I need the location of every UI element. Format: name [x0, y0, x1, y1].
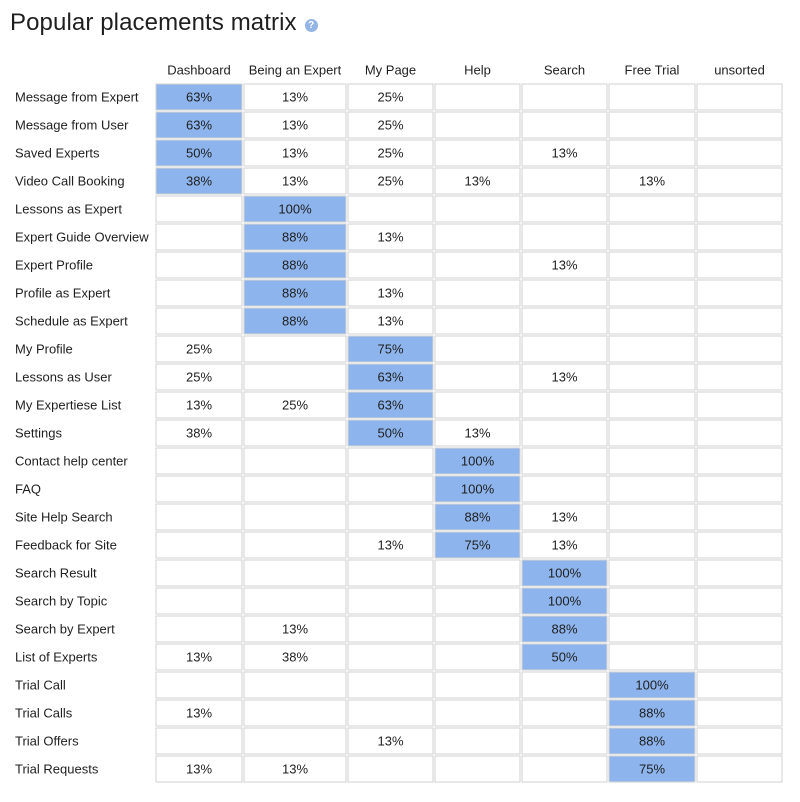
matrix-cell[interactable]	[697, 112, 782, 138]
matrix-cell[interactable]	[348, 672, 433, 698]
cell-value: 13%	[185, 649, 213, 665]
matrix-cell[interactable]	[609, 84, 695, 110]
row-label: My Profile	[15, 341, 73, 357]
matrix-cell[interactable]	[156, 280, 242, 306]
matrix-cell[interactable]	[697, 224, 782, 250]
matrix-cell[interactable]	[697, 560, 782, 586]
cell-value: 13%	[464, 173, 491, 189]
matrix-cell[interactable]	[348, 700, 433, 726]
matrix-cell[interactable]	[348, 756, 433, 782]
matrix-cell[interactable]	[435, 728, 520, 754]
matrix-cell[interactable]	[609, 532, 695, 558]
matrix-cell[interactable]	[435, 112, 520, 138]
matrix-cell[interactable]	[609, 224, 695, 250]
matrix-cell[interactable]	[244, 560, 346, 586]
matrix-cell[interactable]	[348, 560, 433, 586]
cell-value: 13%	[185, 397, 213, 413]
cell-value: 25%	[377, 145, 404, 161]
matrix-cell[interactable]	[522, 336, 607, 362]
cell-value: 63%	[377, 397, 404, 413]
cell-value: 13%	[551, 509, 578, 525]
matrix-cell[interactable]	[348, 252, 433, 278]
matrix-cell[interactable]	[244, 336, 346, 362]
matrix-cell[interactable]	[609, 420, 695, 446]
matrix-cell[interactable]	[697, 532, 782, 558]
row-label: Expert Guide Overview	[15, 229, 149, 245]
matrix-cell[interactable]	[522, 280, 607, 306]
matrix-cell[interactable]	[156, 616, 242, 642]
cell-value: 88%	[638, 733, 666, 749]
matrix-cell[interactable]	[435, 756, 520, 782]
matrix-cell[interactable]	[522, 448, 607, 474]
cell-value: 100%	[547, 565, 582, 581]
cell-value: 63%	[185, 89, 213, 105]
row-label: Expert Profile	[15, 257, 94, 273]
page-title: Popular placements matrix	[10, 9, 297, 36]
matrix-cell[interactable]	[244, 728, 346, 754]
matrix-cell[interactable]	[156, 560, 242, 586]
row-label: Message from Expert	[15, 89, 139, 105]
matrix-cell[interactable]	[156, 448, 242, 474]
matrix-cell[interactable]	[244, 476, 346, 502]
matrix-cell[interactable]	[435, 280, 520, 306]
matrix-cell[interactable]	[697, 588, 782, 614]
matrix-cell[interactable]	[522, 112, 607, 138]
matrix-cell[interactable]	[697, 280, 782, 306]
cell-value: 13%	[377, 537, 404, 553]
matrix-cell[interactable]	[609, 140, 695, 166]
matrix-cell[interactable]	[697, 728, 782, 754]
matrix-cell[interactable]	[697, 448, 782, 474]
matrix-cell[interactable]	[697, 196, 782, 222]
matrix-cell[interactable]	[156, 224, 242, 250]
matrix-cell[interactable]	[156, 308, 242, 334]
cell-value: 13%	[281, 761, 309, 777]
column-header: My Page	[364, 62, 417, 78]
cell-value: 75%	[464, 537, 491, 553]
matrix-cell[interactable]	[435, 140, 520, 166]
matrix-cell[interactable]	[697, 252, 782, 278]
matrix-cell[interactable]	[156, 588, 242, 614]
cell-value: 25%	[281, 397, 309, 413]
row-label: Trial Call	[15, 677, 66, 693]
cell-value: 13%	[185, 761, 213, 777]
column-header: Free Trial	[624, 62, 680, 78]
row-label: FAQ	[15, 481, 42, 497]
matrix-cell[interactable]	[435, 336, 520, 362]
cell-value: 13%	[464, 425, 491, 441]
row-label: Search by Expert	[15, 621, 115, 637]
matrix-cell[interactable]	[697, 168, 782, 194]
matrix-cell[interactable]	[435, 560, 520, 586]
row-label: Contact help center	[15, 453, 128, 469]
cell-value: 13%	[281, 145, 309, 161]
matrix-cell[interactable]	[244, 504, 346, 530]
matrix-cell[interactable]	[522, 196, 607, 222]
question-circle-icon[interactable]: ?	[305, 19, 318, 32]
matrix-cell[interactable]	[348, 644, 433, 670]
cell-value: 88%	[281, 285, 309, 301]
cell-value: 13%	[551, 257, 578, 273]
cell-value: 13%	[185, 705, 213, 721]
cell-value: 63%	[377, 369, 404, 385]
cell-value: 13%	[377, 285, 404, 301]
matrix-cell[interactable]	[435, 364, 520, 390]
row-label: Lessons as User	[15, 369, 112, 385]
row-label: My Expertiese List	[15, 397, 122, 413]
matrix-cell[interactable]	[156, 532, 242, 558]
matrix-cell[interactable]	[435, 84, 520, 110]
cell-value: 100%	[635, 677, 669, 693]
matrix-cell[interactable]	[522, 84, 607, 110]
matrix-cell[interactable]	[609, 476, 695, 502]
cell-value: 13%	[638, 173, 666, 189]
matrix-cell[interactable]	[348, 616, 433, 642]
matrix-cell[interactable]	[435, 616, 520, 642]
matrix-cell[interactable]	[522, 420, 607, 446]
cell-value: 100%	[460, 481, 495, 497]
matrix-cell[interactable]	[522, 224, 607, 250]
cell-value: 13%	[281, 89, 309, 105]
matrix-cell[interactable]	[697, 672, 782, 698]
matrix-cell[interactable]	[697, 644, 782, 670]
matrix-cell[interactable]	[156, 672, 242, 698]
row-label: Lessons as Expert	[15, 201, 122, 217]
matrix-cell[interactable]	[609, 448, 695, 474]
matrix-cell[interactable]	[609, 252, 695, 278]
cell-value: 13%	[377, 733, 404, 749]
row-label: Saved Experts	[15, 145, 100, 161]
row-label: List of Experts	[15, 649, 98, 665]
cell-value: 88%	[464, 509, 491, 525]
matrix-cell[interactable]	[156, 476, 242, 502]
row-label: Message from User	[15, 117, 129, 133]
matrix-cell[interactable]	[435, 588, 520, 614]
row-label: Search Result	[15, 565, 97, 581]
column-header: Search	[543, 62, 586, 78]
matrix-cell[interactable]	[697, 140, 782, 166]
cell-value: 50%	[551, 649, 578, 665]
cell-value: 50%	[377, 425, 404, 441]
cell-value: 25%	[185, 341, 213, 357]
matrix-cell[interactable]	[697, 308, 782, 334]
cell-value: 88%	[638, 705, 666, 721]
matrix-cell[interactable]	[697, 476, 782, 502]
matrix-cell[interactable]	[156, 504, 242, 530]
cell-value: 88%	[551, 621, 578, 637]
cell-value: 100%	[547, 593, 582, 609]
cell-value: 88%	[281, 257, 309, 273]
cell-value: 13%	[377, 313, 404, 329]
matrix-cell[interactable]	[348, 588, 433, 614]
row-label: Trial Offers	[15, 733, 79, 749]
column-header: Help	[464, 62, 491, 78]
matrix-cell[interactable]	[609, 336, 695, 362]
matrix-cell[interactable]	[435, 252, 520, 278]
cell-value: 38%	[185, 425, 213, 441]
cell-value: 13%	[551, 369, 578, 385]
matrix-cell[interactable]	[244, 532, 346, 558]
row-label: Feedback for Site	[15, 537, 117, 553]
matrix-cell[interactable]	[156, 196, 242, 222]
matrix-cell[interactable]	[697, 84, 782, 110]
matrix-cell[interactable]	[348, 476, 433, 502]
cell-value: 13%	[551, 537, 578, 553]
matrix-cell[interactable]	[522, 672, 607, 698]
matrix-cell[interactable]	[244, 672, 346, 698]
matrix-cell[interactable]	[522, 392, 607, 418]
matrix-cell[interactable]	[697, 364, 782, 390]
matrix-cell[interactable]	[435, 672, 520, 698]
cell-value: 88%	[281, 313, 309, 329]
matrix-cell[interactable]	[244, 364, 346, 390]
cell-value: 13%	[377, 229, 404, 245]
cell-value: 100%	[278, 201, 312, 217]
matrix-cell[interactable]	[697, 336, 782, 362]
matrix-cell[interactable]	[156, 252, 242, 278]
cell-value: 38%	[281, 649, 309, 665]
cell-value: 63%	[185, 117, 213, 133]
matrix-cell[interactable]	[697, 420, 782, 446]
matrix-cell[interactable]	[435, 224, 520, 250]
cell-value: 13%	[281, 621, 309, 637]
cell-value: 38%	[185, 173, 213, 189]
matrix-cell[interactable]	[609, 644, 695, 670]
column-header: Being an Expert	[248, 62, 342, 78]
matrix-cell[interactable]	[609, 392, 695, 418]
cell-value: 25%	[377, 117, 404, 133]
cell-value: 25%	[377, 89, 404, 105]
matrix-cell[interactable]	[609, 504, 695, 530]
cell-value: 25%	[377, 173, 404, 189]
matrix-cell[interactable]	[435, 308, 520, 334]
matrix-cell[interactable]	[697, 756, 782, 782]
matrix-cell[interactable]	[244, 448, 346, 474]
cell-value: 13%	[281, 117, 309, 133]
cell-value: 100%	[460, 453, 495, 469]
matrix-cell[interactable]	[697, 392, 782, 418]
cell-value: 13%	[281, 173, 309, 189]
matrix-cell[interactable]	[522, 476, 607, 502]
matrix-cell[interactable]	[522, 756, 607, 782]
row-label: Search by Topic	[15, 593, 108, 609]
matrix-cell[interactable]	[522, 168, 607, 194]
column-header: Dashboard	[167, 62, 231, 78]
matrix-cell[interactable]	[522, 728, 607, 754]
matrix-cell[interactable]	[697, 616, 782, 642]
matrix-cell[interactable]	[609, 588, 695, 614]
matrix-cell[interactable]	[522, 308, 607, 334]
row-label: Settings	[15, 425, 62, 441]
matrix-cell[interactable]	[435, 644, 520, 670]
cell-value: 88%	[281, 229, 309, 245]
matrix-cell[interactable]	[435, 700, 520, 726]
matrix-cell[interactable]	[609, 560, 695, 586]
matrix-cell[interactable]	[435, 392, 520, 418]
matrix-cell[interactable]	[609, 308, 695, 334]
cell-value: 13%	[551, 145, 578, 161]
cell-value: 50%	[185, 145, 213, 161]
row-label: Trial Requests	[15, 761, 99, 777]
matrix-cell[interactable]	[522, 700, 607, 726]
row-label: Schedule as Expert	[15, 313, 128, 329]
cell-value: 75%	[377, 341, 404, 357]
matrix-cell[interactable]	[609, 364, 695, 390]
matrix-cell[interactable]	[156, 728, 242, 754]
matrix-cell[interactable]	[244, 420, 346, 446]
row-label: Trial Calls	[15, 705, 73, 721]
matrix-cell[interactable]	[435, 196, 520, 222]
matrix-cell[interactable]	[348, 448, 433, 474]
matrix-cell[interactable]	[348, 504, 433, 530]
matrix-cell[interactable]	[244, 700, 346, 726]
column-header: unsorted	[714, 62, 765, 78]
row-label: Profile as Expert	[15, 285, 111, 301]
cell-value: 75%	[638, 761, 666, 777]
cell-value: 25%	[185, 369, 213, 385]
row-label: Site Help Search	[15, 509, 113, 525]
matrix-cell[interactable]	[609, 280, 695, 306]
matrix-cell[interactable]	[609, 112, 695, 138]
matrix-cell[interactable]	[348, 196, 433, 222]
row-label: Video Call Booking	[15, 173, 125, 189]
matrix-cell[interactable]	[244, 588, 346, 614]
matrix-cell[interactable]	[697, 700, 782, 726]
matrix-cell[interactable]	[697, 504, 782, 530]
matrix-cell[interactable]	[609, 616, 695, 642]
matrix-cell[interactable]	[609, 196, 695, 222]
